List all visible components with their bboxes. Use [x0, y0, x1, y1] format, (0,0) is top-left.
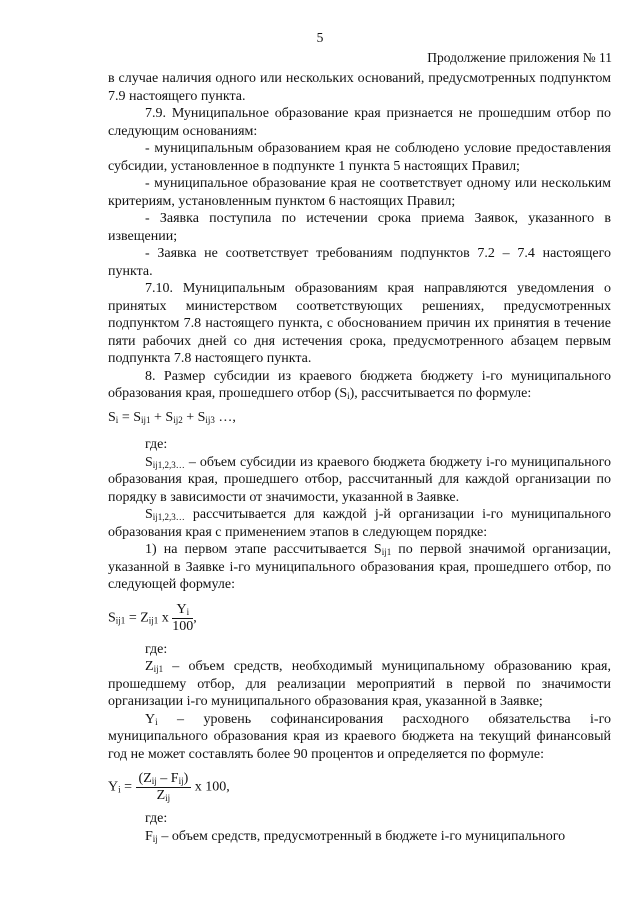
- formula-first-stage: $S_{ij1} = Z_{ij1}$ x $\frac{Y_i}{100}$ ,: [108, 601, 197, 634]
- definition: $S_{ij1,2,3\dots}$ рассчитывается для каждой j-й организации i-го муниципального образования края с применением этапов в следующем порядке:: [108, 507, 611, 540]
- definition: $Y_i$ – уровень софинансирования расходного обязательства i-го муниципального образования края из краевого бюджета на текущий финансовый год не может составлять более 90 процентов и определяется по формуле:: [108, 711, 611, 762]
- paragraph: 8. Размер субсидии из краевого бюджета бюджету i-го муниципального образования края, прошедшего отбор $(S_i)$, рассчитывается по формуле:: [108, 368, 611, 401]
- paragraph: 1) на первом этапе рассчитывается $S_{ij1}$ по первой значимой организации, указанной в Заявке i-го муниципального образования края, прошедшего отбор, по следующей формуле:: [108, 542, 611, 592]
- definition: $S_{ij1,2,3\dots}$ – объем субсидии из краевого бюджета бюджету i-го муниципального образования края, прошедшего отбор, рассчитанный для каждой организации по порядку в зависимости от значимости, указанной в Заявке.: [108, 454, 611, 505]
- paragraph: 7.9. Муниципальное образование края признается не прошедшим отбор по следующим основаниям:: [108, 106, 611, 139]
- where-label: где:: [145, 437, 168, 452]
- fraction: $\frac{Y_i}{100}$: [172, 601, 194, 634]
- list-item: - муниципальным образованием края не соблюдено условие предоставления субсидии, установленное в подпункте 1 пункта 5 настоящих Правил;: [108, 141, 611, 174]
- page-number: 5: [316, 30, 324, 45]
- paragraph: в случае наличия одного или нескольких оснований, предусмотренных подпунктом 7.9 настоящего пункта.: [108, 71, 611, 104]
- list-item: - Заявка поступила по истечении срока приема Заявок, указанного в извещении;: [108, 211, 611, 244]
- appendix-header: Продолжение приложения № 11: [427, 50, 612, 65]
- list-item: - Заявка не соответствует требованиям подпунктов 7.2 – 7.4 настоящего пункта.: [108, 246, 611, 279]
- fraction: $\frac{(Z_{ij} - F_{ij})}{Z_{ij}}$: [136, 771, 192, 804]
- where-label: где:: [145, 641, 168, 657]
- definition: $F_{ij}$ – объем средств, предусмотренный в бюджете i-го муниципального: [145, 828, 566, 844]
- formula-cofinancing: $Y_i$ = $\frac{(Z_{ij} - F_{ij})}{Z_{ij}}$ x 100,: [108, 771, 230, 803]
- where-label: где:: [145, 811, 168, 826]
- paragraph: 7.10. Муниципальным образованиям края направляются уведомления о принятых министерством соответствующих решениях, предусмотренных подпунктом 7.8 настоящего пункта, с обоснованием причин их принятия в течение пяти рабочих дней со дня истечения срока, предусмотренного абзацем первым подпункта 7.8 настоящего пункта.: [108, 281, 611, 366]
- definition: $Z_{ij1}$ – объем средств, необходимый муниципальному образованию края, прошедшему отбор, для реализации мероприятий в первой по значимости организации i-го муниципального образования края, указанной в Заявке;: [108, 659, 611, 709]
- list-item: - муниципальное образование края не соответствует одному или нескольким критериям, установленным пунктом 6 настоящих Правил;: [108, 176, 611, 209]
- document-body: [108, 70, 611, 845]
- formula-subsidy-total: $S_i = S_{ij1} + S_{ij2} + S_{ij3}$ …,: [108, 409, 236, 425]
